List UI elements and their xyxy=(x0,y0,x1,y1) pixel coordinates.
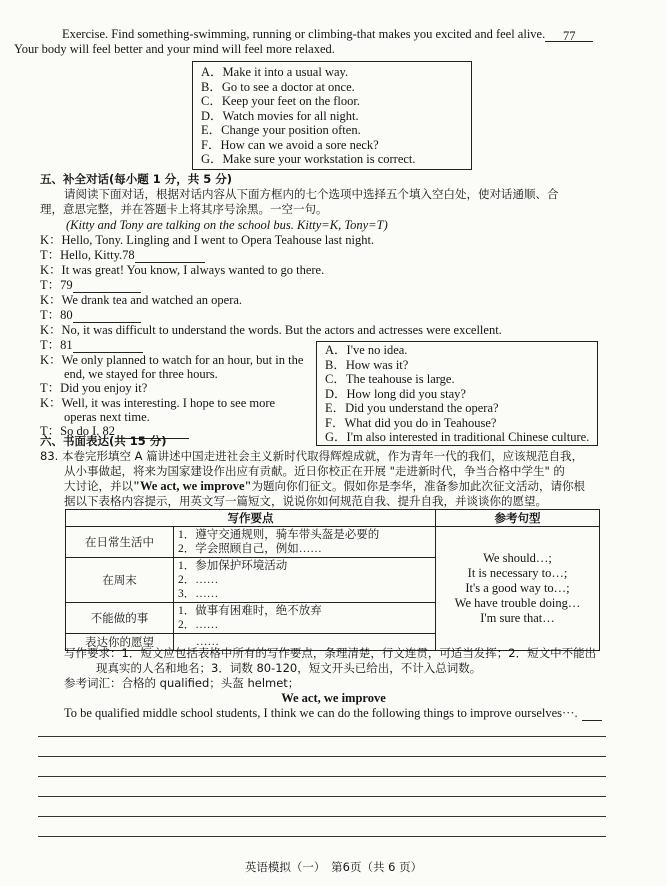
pattern-item: I'm sure that… xyxy=(480,611,555,625)
row-points-daily-life xyxy=(174,527,436,558)
point-item: 1．参加保护环境活动 xyxy=(178,560,288,572)
row-label-weekend: 在周末 xyxy=(66,558,174,603)
dialogue-text: T：Hello, Kitty.78 xyxy=(40,248,135,262)
option-d: D．Watch movies for all night. xyxy=(201,108,359,123)
page-footer: 英语模拟（一） 第6页（共 6 页） xyxy=(244,860,423,874)
writing-points-table xyxy=(65,509,600,651)
dialogue-line-10: end, we stayed for three hours. xyxy=(64,367,218,381)
dialogue-text: T：So do I. 82 xyxy=(40,424,116,438)
dialogue-line-13: operas next time. xyxy=(64,410,150,424)
option-f: F．How can we avoid a sore neck? xyxy=(201,137,379,152)
dialogue-line-6 xyxy=(40,308,141,323)
dialogue-line-8 xyxy=(40,338,143,353)
writing-line[interactable] xyxy=(38,816,606,817)
essay-theme: "We act, we improve" xyxy=(133,479,252,493)
answer-blank-78[interactable] xyxy=(135,250,205,263)
writing-line[interactable] xyxy=(38,776,606,777)
point-item: 2．…… xyxy=(178,619,219,631)
dialogue-line-4 xyxy=(40,278,141,293)
passage-line-1 xyxy=(62,27,593,42)
row-points-cannot-do xyxy=(174,603,436,634)
task-intro-3 xyxy=(64,479,585,494)
dialogue-text: T：81 xyxy=(40,338,73,352)
essay-opening-text: To be qualified middle school students, I think we can do the following things to improve ourselves···. xyxy=(64,706,578,720)
essay-opening-line xyxy=(64,706,602,721)
dialogue-text: T：79 xyxy=(40,278,73,292)
dialogue-context: (Kitty and Tony are talking on the school bus. Kitty=K, Tony=T) xyxy=(66,218,388,232)
writing-requirements-1: 写作要求：1．短文应包括表格中所有的写作要点，条理清楚，行文连贯，可适当发挥；2．短文中不能出 xyxy=(64,646,597,660)
reference-vocab: 参考词汇：合格的 qualified；头盔 helmet； xyxy=(64,676,300,690)
section-5-instruction-2: 理，意思完整，并在答题卡上将其序号涂黑。一空一句。 xyxy=(40,202,328,216)
intro-text: 大讨论，并以 xyxy=(64,479,133,493)
option-b: B．How was it? xyxy=(325,357,409,372)
pattern-item: It's a good way to…; xyxy=(465,581,570,595)
writing-line[interactable] xyxy=(38,836,606,837)
pattern-item: We should…; xyxy=(483,551,552,565)
row-points-weekend xyxy=(174,558,436,603)
writing-line[interactable] xyxy=(38,736,606,737)
row-label-wishes: 表达你的愿望 xyxy=(66,634,174,651)
point-item: 2．学会照顾自己，例如…… xyxy=(178,543,322,555)
essay-title: We act, we improve xyxy=(281,691,386,705)
dialogue-options-box xyxy=(316,341,598,446)
row-label-cannot-do: 不能做的事 xyxy=(66,603,174,634)
dialogue-line-9: K：We only planned to watch for an hour, but in the xyxy=(40,353,304,367)
pattern-item: It is necessary to…; xyxy=(467,566,568,580)
option-a: A．I've no idea. xyxy=(325,343,408,357)
dialogue-line-7: K：No, it was difficult to understand the words. But the actors and actresses were excellent. xyxy=(40,323,502,337)
option-g: G．Make sure your workstation is correct. xyxy=(201,152,416,166)
passage-line-2: Your body will feel better and your mind will feel more relaxed. xyxy=(14,42,335,56)
point-item: 1．遵守交通规则，骑车带头盔是必要的 xyxy=(178,529,380,541)
writing-requirements-2: 现真实的人名和地名；3．词数 80-120，短文开头已给出，不计入总词数。 xyxy=(96,661,482,675)
dialogue-line-11: T：Did you enjoy it? xyxy=(40,381,148,395)
task-intro-1: 83. 本卷完形填空 A 篇讲述中国走进社会主义新时代取得辉煌成就，作为青年一代的我们，应该规范自我， xyxy=(40,449,584,463)
intro-text: 为题向你们征文。假如你是李华，准备参加此次征文活动，请你根 xyxy=(251,479,585,493)
header-writing-points: 写作要点 xyxy=(66,510,436,527)
option-e: E．Change your position often. xyxy=(201,123,361,137)
answer-blank-80[interactable] xyxy=(73,310,141,323)
option-g: G．I'm also interested in traditional Chinese culture. xyxy=(325,430,590,444)
passage-text: Exercise. Find something-swimming, running or climbing-that makes you excited and feel alive. xyxy=(62,27,546,41)
dialogue-line-5: K：We drank tea and watched an opera. xyxy=(40,293,243,307)
dialogue-line-3: K：It was great! You know, I always wanted to go there. xyxy=(40,263,325,277)
option-a: A．Make it into a usual way. xyxy=(201,65,349,79)
option-e: E．Did you understand the opera? xyxy=(325,401,499,415)
task-intro-2: 从小事做起，将来为国家建设作出应有贡献。近日你校正在开展 "走进新时代，争当合格中学生" 的 xyxy=(64,464,565,478)
blank-number: 77 xyxy=(562,29,576,43)
point-item: …… xyxy=(196,636,219,648)
passage-options-box xyxy=(192,61,472,170)
option-c: C．The teahouse is large. xyxy=(325,372,455,386)
section-5-instruction-1: 请阅读下面对话，根据对话内容从下面方框内的七个选项中选择五个填入空白处，使对话通顺、合 xyxy=(64,187,559,201)
dialogue-line-12: K：Well, it was interesting. I hope to see more xyxy=(40,396,276,410)
writing-line[interactable] xyxy=(582,708,602,721)
option-c: C．Keep your feet on the floor. xyxy=(201,94,360,108)
option-f: F．What did you do in Teahouse? xyxy=(325,415,497,430)
reference-patterns-cell xyxy=(436,527,600,651)
writing-line[interactable] xyxy=(38,796,606,797)
answer-blank-77[interactable] xyxy=(545,29,593,42)
option-b: B．Go to see a doctor at once. xyxy=(201,79,355,94)
point-item: 3．…… xyxy=(178,588,219,600)
point-item: 1．做事有困难时，绝不放弃 xyxy=(178,605,322,617)
option-d: D．How long did you stay? xyxy=(325,386,466,401)
pattern-item: We have trouble doing… xyxy=(454,596,581,610)
section-6-heading: 六、书面表达(共 15 分) xyxy=(40,434,167,448)
dialogue-line-1: K：Hello, Tony. Lingling and I went to Opera Teahouse last night. xyxy=(40,233,375,247)
row-label-daily-life: 在日常生活中 xyxy=(66,527,174,558)
answer-blank-81[interactable] xyxy=(73,340,143,353)
dialogue-text: T：80 xyxy=(40,308,73,322)
section-5-heading: 五、补全对话(每小题 1 分，共 5 分) xyxy=(40,172,233,186)
answer-blank-79[interactable] xyxy=(73,280,141,293)
dialogue-line-2 xyxy=(40,248,205,263)
header-reference-patterns: 参考句型 xyxy=(436,510,600,527)
task-intro-4: 据以下表格内容提示，用英文写一篇短文，说说你如何规范自我、提升自我，并谈谈你的愿望。 xyxy=(64,494,547,508)
point-item: 2．…… xyxy=(178,574,219,586)
writing-line[interactable] xyxy=(38,756,606,757)
